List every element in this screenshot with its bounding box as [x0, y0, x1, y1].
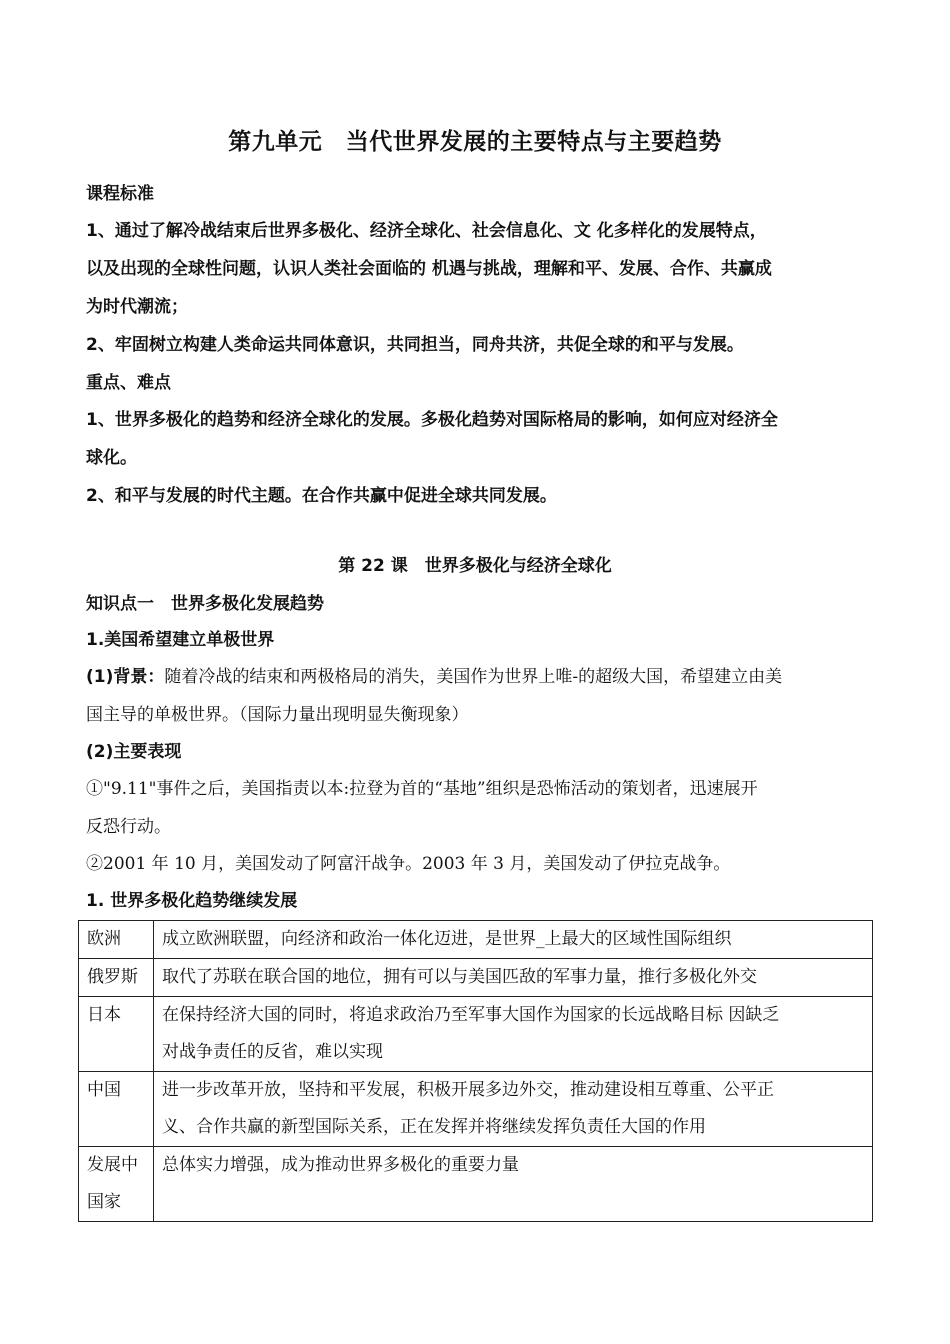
key-points-item-1-line-1: 1、世界多极化的趋势和经济全球化的发展。多极化趋势对国际格局的影响，如何应对经济全	[86, 410, 778, 430]
description-line: 进一步改革开放，坚持和平发展，积极开展多边外交，推动建设相互尊重、公平正	[162, 1080, 774, 1100]
point-2: ②2001 年 10 月，美国发动了阿富汗战争。2003 年 3 月，美国发动了伊拉克战争。	[86, 854, 731, 874]
point-1-line-1: ①"9.11"事件之后，美国指责以本:拉登为首的“基地”组织是恐怖活动的策划者，迅速展开	[86, 779, 758, 799]
description-cell	[154, 997, 873, 1072]
description-cell	[154, 1072, 873, 1147]
region-cell: 中国	[79, 1072, 154, 1147]
curriculum-item-1-line-1: 1、通过了解冷战结束后世界多极化、经济全球化、社会信息化、文 化多样化的发展特点，	[86, 221, 767, 241]
description-line: 义、合作共赢的新型国际关系，正在发挥并将继续发挥负责任大国的作用	[162, 1117, 706, 1137]
section-2-heading: 1. 世界多极化趋势继续发展	[86, 891, 298, 911]
table-row	[79, 959, 873, 997]
curriculum-heading: 课程标准	[86, 184, 154, 204]
curriculum-item-1-line-3: 为时代潮流；	[86, 297, 188, 317]
section-1-heading: 1.美国希望建立单极世界	[86, 630, 275, 650]
key-points-item-1-line-2: 球化。	[86, 448, 137, 468]
background-paragraph-line-1	[86, 658, 876, 696]
region-line: 发展中	[87, 1155, 138, 1175]
multipolar-table	[78, 920, 873, 1222]
table-row	[79, 1072, 873, 1147]
main-expressions-heading: (2)主要表现	[86, 742, 182, 762]
table-row	[79, 1147, 873, 1222]
region-cell: 俄罗斯	[79, 959, 154, 997]
table-row	[79, 921, 873, 959]
region-cell: 日本	[79, 997, 154, 1072]
curriculum-item-1-line-2: 以及出现的全球性问题，认识人类社会面临的 机遇与挑战，理解和平、发展、合作、共赢成	[86, 259, 772, 279]
key-points-heading: 重点、难点	[86, 373, 171, 393]
region-cell	[79, 1147, 154, 1222]
region-cell: 欧洲	[79, 921, 154, 959]
description-cell: 取代了苏联在联合国的地位，拥有可以与美国匹敌的军事力量，推行多极化外交	[154, 959, 873, 997]
key-points-item-2: 2、和平与发展的时代主题。在合作共赢中促进全球共同发展。	[86, 486, 557, 506]
lesson-title: 第 22 课 世界多极化与经济全球化	[338, 556, 612, 576]
description-line: 在保持经济大国的同时，将追求政治乃至军事大国作为国家的长远战略目标 因缺乏	[162, 1005, 780, 1025]
background-label: (1)背景：	[86, 667, 165, 687]
point-1-line-2: 反恐行动。	[86, 817, 171, 837]
region-line: 国家	[87, 1192, 121, 1212]
unit-title: 第九单元 当代世界发展的主要特点与主要趋势	[228, 129, 722, 155]
background-paragraph-line-2: 国主导的单极世界。（国际力量出现明显失衡现象）	[86, 705, 469, 725]
description-cell: 成立欧洲联盟，向经济和政治一体化迈进，是世界_上最大的区域性国际组织	[154, 921, 873, 959]
description-cell: 总体实力增强，成为推动世界多极化的重要力量	[154, 1147, 873, 1222]
description-line: 对战争责任的反省，难以实现	[162, 1042, 383, 1062]
knowledge-point-heading: 知识点一 世界多极化发展趋势	[86, 594, 324, 614]
table-row	[79, 997, 873, 1072]
background-text: 随着冷战的结束和两极格局的消失，美国作为世界上唯-的超级大国，希望建立由美	[164, 667, 783, 687]
curriculum-item-2: 2、牢固树立构建人类命运共同体意识，共同担当，同舟共济，共促全球的和平与发展。	[86, 335, 744, 355]
